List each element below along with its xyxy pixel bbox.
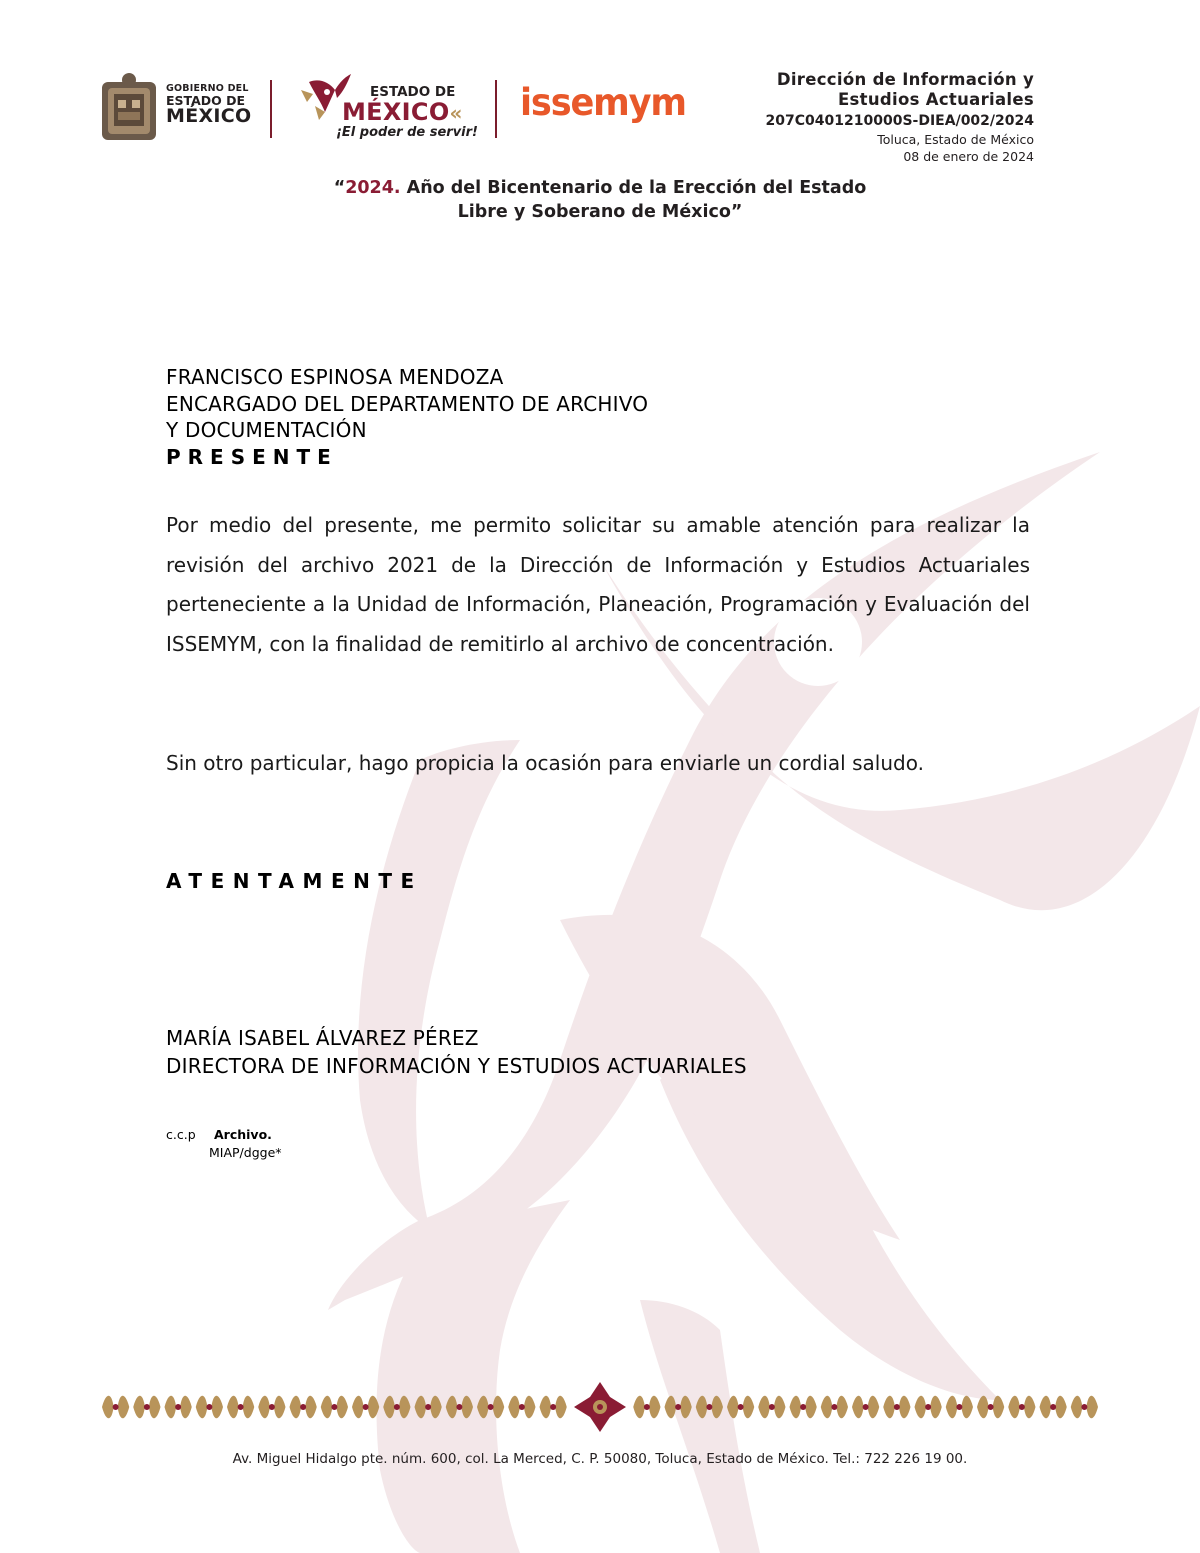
date: 08 de enero de 2024 — [903, 149, 1034, 164]
border-motif-icon — [696, 1396, 723, 1419]
direccion-line2: Estudios Actuariales — [837, 90, 1034, 109]
border-motif-icon — [446, 1396, 473, 1419]
border-motif-icon — [227, 1396, 254, 1419]
border-motif-icon — [540, 1396, 567, 1419]
signature-block — [166, 1024, 747, 1080]
border-motif-icon — [415, 1396, 442, 1419]
motto-year: 2024. — [345, 178, 401, 198]
border-motif-icon — [665, 1396, 692, 1419]
border-motif-icon — [727, 1396, 754, 1419]
gobierno-line3: MÉXICO — [166, 105, 252, 128]
recipient-name: FRANCISCO ESPINOSA MENDOZA — [166, 365, 504, 389]
border-motif-icon — [1008, 1396, 1035, 1419]
border-motif-icon — [946, 1396, 973, 1419]
logo-divider-2 — [495, 80, 497, 138]
border-motif-icon — [758, 1396, 785, 1419]
border-motif-icon — [633, 1396, 660, 1419]
border-motif-icon — [290, 1396, 317, 1419]
estado-line1: ESTADO DE — [370, 84, 456, 100]
recipient-title-line1: ENCARGADO DEL DEPARTAMENTO DE ARCHIVO — [166, 391, 649, 416]
border-motif-icon — [258, 1396, 285, 1419]
border-motif-icon — [852, 1396, 879, 1419]
ccp-label: c.c.p — [166, 1127, 196, 1142]
recipient-block — [166, 364, 648, 470]
border-motif-icon — [383, 1396, 410, 1419]
border-rosette-icon — [574, 1382, 626, 1432]
direccion-line1: Dirección de Información y — [776, 70, 1034, 89]
ccp-initials: MIAP/dgge* — [209, 1145, 282, 1160]
ccp-block — [166, 1126, 282, 1162]
folio-number: 207C0401210000S-DIEA/002/2024 — [765, 113, 1034, 129]
body-paragraph-2: Sin otro particular, hago propicia la ocasión para enviarle un cordial saludo. — [166, 751, 924, 775]
signer-name: MARÍA ISABEL ÁLVAREZ PÉREZ — [166, 1026, 479, 1050]
presente-label: PRESENTE — [166, 444, 338, 469]
atentamente-label: ATENTAMENTE — [166, 869, 423, 893]
estado-slogan: ¡El poder de servir! — [336, 124, 478, 140]
border-motif-icon — [1040, 1396, 1067, 1419]
border-motif-icon — [977, 1396, 1004, 1419]
logo-divider — [270, 80, 272, 138]
gobierno-line1: GOBIERNO DEL — [166, 83, 249, 94]
estado-logo-text — [336, 86, 478, 139]
border-motif-icon — [196, 1396, 223, 1419]
decorative-border — [100, 1380, 1100, 1434]
border-motif-icon — [508, 1396, 535, 1419]
estado-line2: MÉXICO — [342, 97, 450, 126]
gobierno-logo-text — [166, 84, 252, 127]
body-paragraph-1: Por medio del presente, me permito solicitar su amable atención para realizar la revisión del archivo 2021 de la Dirección de Información y Estudios Actuariales perteneciente a la Unidad de Información, Planeación, Programación y Evaluación del ISSEMYM, con la finalidad de remitirlo al archivo de concentración. — [166, 513, 1030, 656]
border-motif-icon — [477, 1396, 504, 1419]
border-motif-icon — [915, 1396, 942, 1419]
place: Toluca, Estado de México — [877, 132, 1034, 147]
motto-line2: Libre y Soberano de México” — [457, 202, 743, 222]
recipient-title-line2: Y DOCUMENTACIÓN — [166, 418, 367, 442]
gobierno-line2: ESTADO DE — [166, 92, 246, 108]
border-motif-icon — [1071, 1396, 1098, 1419]
border-motif-icon — [790, 1396, 817, 1419]
footer-address: Av. Miguel Hidalgo pte. núm. 600, col. La Merced, C. P. 50080, Toluca, Estado de México. Tel.: 722 226 19 00. — [232, 1451, 968, 1467]
signer-title: DIRECTORA DE INFORMACIÓN Y ESTUDIOS ACTUARIALES — [166, 1054, 747, 1078]
border-motif-icon — [821, 1396, 848, 1419]
border-motif-icon — [883, 1396, 910, 1419]
border-motif-icon — [133, 1396, 160, 1419]
chevron-ornament-icon: « — [449, 100, 463, 125]
state-seal-logo — [100, 72, 158, 142]
border-motif-icon — [352, 1396, 379, 1419]
document-header — [766, 70, 1034, 165]
motto-line1: Año del Bicentenario de la Erección del Estado — [400, 178, 867, 198]
issemym-logo: issemym — [520, 81, 686, 124]
motto-open-quote: “ — [333, 178, 346, 198]
border-motif-icon — [321, 1396, 348, 1419]
border-motif-icon — [102, 1396, 129, 1419]
ccp-recipient: Archivo. — [214, 1127, 272, 1142]
year-motto — [0, 176, 1200, 224]
border-motif-icon — [165, 1396, 192, 1419]
